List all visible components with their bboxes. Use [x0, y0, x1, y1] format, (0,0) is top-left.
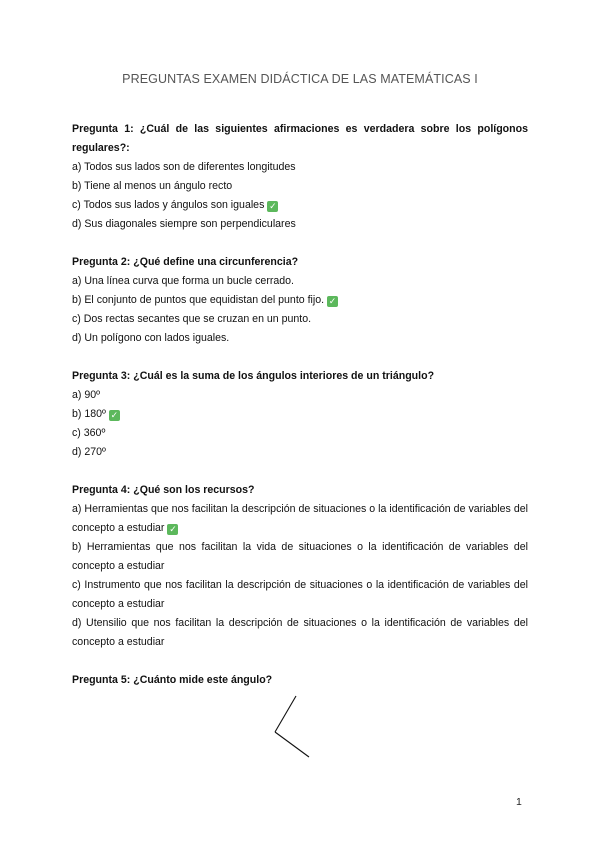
question-1-text: ¿Cuál de las siguientes afirmaciones es verdadera sobre los polígonos regulares?: [72, 123, 528, 154]
question-list [72, 120, 528, 709]
question-3-option-b-row [72, 405, 528, 424]
angle-figure [270, 694, 318, 760]
question-4-option-b: b) Herramientas que nos facilitan la vida de situaciones o la identificación de variables del concepto a estudiar [72, 541, 528, 572]
question-3-option-b: b) 180º [72, 408, 106, 420]
question-3-option-c: c) 360º [72, 427, 106, 439]
question-2-label: Pregunta 2: [72, 256, 131, 268]
question-4-label: Pregunta 4: [72, 484, 131, 496]
question-5-label: Pregunta 5: [72, 674, 131, 686]
question-2-option-b: b) El conjunto de puntos que equidistan del punto fijo. [72, 294, 325, 306]
question-2-option-d: d) Un polígono con lados iguales. [72, 332, 230, 344]
question-1 [72, 120, 528, 234]
question-2-option-b-row [72, 291, 528, 310]
question-2-text: ¿Qué define una circunferencia? [133, 256, 299, 268]
question-1-option-a: a) Todos sus lados son de diferentes longitudes [72, 161, 296, 173]
check-mark-icon: ✓ [110, 410, 119, 420]
question-5 [72, 671, 528, 690]
question-4 [72, 481, 528, 652]
question-5-text: ¿Cuánto mide este ángulo? [133, 674, 273, 686]
angle-ray-lower [275, 732, 309, 757]
question-4-option-d: d) Utensilio que nos facilitan la descripción de situaciones o la identificación de variables del concepto a estudiar [72, 617, 528, 648]
question-4-option-a-row [72, 500, 528, 538]
question-1-option-c-row [72, 196, 528, 215]
question-1-option-b: b) Tiene al menos un ángulo recto [72, 180, 233, 192]
question-2 [72, 253, 528, 348]
question-1-label: Pregunta 1: [72, 123, 134, 135]
question-4-text: ¿Qué son los recursos? [133, 484, 255, 496]
page-number: 1 [516, 796, 522, 808]
question-3-option-a: a) 90º [72, 389, 101, 401]
question-4-option-a: a) Herramientas que nos facilitan la descripción de situaciones o la identificación de variables del concepto a estudiar [72, 503, 528, 534]
angle-ray-upper [275, 696, 296, 732]
question-1-option-c: c) Todos sus lados y ángulos son iguales [72, 199, 265, 211]
question-3-text: ¿Cuál es la suma de los ángulos interiores de un triángulo? [133, 370, 435, 382]
question-3-option-d: d) 270º [72, 446, 106, 458]
page-title: PREGUNTAS EXAMEN DIDÁCTICA DE LAS MATEMÁTICAS I [122, 72, 478, 86]
question-2-option-c: c) Dos rectas secantes que se cruzan en un punto. [72, 313, 312, 325]
check-mark-icon: ✓ [328, 296, 337, 306]
question-1-option-d: d) Sus diagonales siempre son perpendiculares [72, 218, 296, 230]
check-mark-icon: ✓ [269, 201, 277, 211]
check-mark-icon: ✓ [169, 524, 177, 534]
question-3 [72, 367, 528, 462]
question-4-option-c: c) Instrumento que nos facilitan la descripción de situaciones o la identificación de variables del concepto a estudiar [72, 579, 528, 610]
question-3-label: Pregunta 3: [72, 370, 131, 382]
question-2-option-a: a) Una línea curva que forma un bucle cerrado. [72, 275, 295, 287]
